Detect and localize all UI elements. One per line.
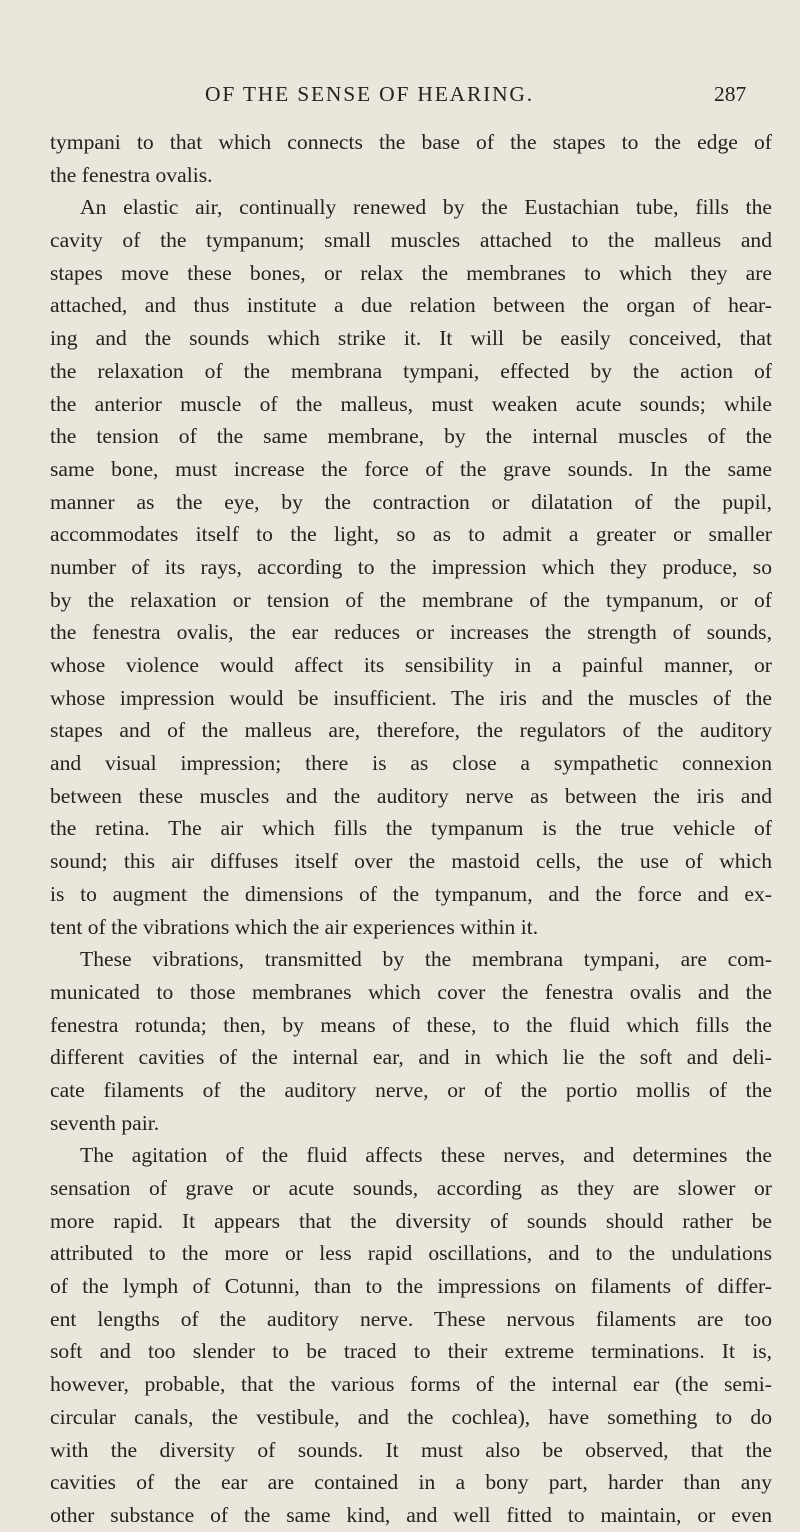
text-line: ing and the sounds which strike it. It will be easily conceived, that — [50, 326, 772, 351]
text-line: tympani to that which connects the base of the stapes to the edge of — [50, 130, 772, 154]
text-line: by the relaxation or tension of the membrane of the tympanum, or of — [50, 587, 772, 612]
text-line: the relaxation of the membrana tympani, effected by the action of — [50, 358, 772, 383]
text-line: same bone, must increase the force of the grave sounds. In the same — [50, 456, 772, 481]
text-line: of the lymph of Cotunni, than to the impressions on filaments of differ- — [50, 1274, 772, 1299]
text-line: whose impression would be insufficient. The iris and the muscles of the — [50, 685, 772, 710]
text-line: manner as the eye, by the contraction or dilatation of the pupil, — [50, 489, 772, 514]
text-line: cate filaments of the auditory nerve, or of the portio mollis of the — [50, 1077, 772, 1102]
text-line: municated to those membranes which cover the fenestra ovalis and the — [50, 979, 772, 1004]
text-line: circular canals, the vestibule, and the cochlea), have something to do — [50, 1404, 772, 1429]
text-line: and visual impression; there is as close a sympathetic connexion — [50, 751, 772, 776]
text-line: however, probable, that the various forms of the internal ear (the semi- — [50, 1372, 772, 1397]
text-line: accommodates itself to the light, so as to admit a greater or smaller — [50, 522, 772, 547]
text-line: the anterior muscle of the malleus, must weaken acute sounds; while — [50, 391, 772, 416]
text-line: more rapid. It appears that the diversity of sounds should rather be — [50, 1208, 772, 1233]
text-line: with the diversity of sounds. It must also be observed, that the — [50, 1437, 772, 1462]
text-line: stapes move these bones, or relax the membranes to which they are — [50, 260, 772, 285]
text-line: different cavities of the internal ear, and in which lie the soft and deli- — [50, 1045, 772, 1070]
page-header — [0, 82, 800, 112]
text-line: stapes and of the malleus are, therefore, the regulators of the auditory — [50, 718, 772, 743]
text-line: attributed to the more or less rapid oscillations, and to the undulations — [50, 1241, 772, 1266]
text-line: sound; this air diffuses itself over the mastoid cells, the use of which — [50, 849, 772, 874]
text-line: number of its rays, according to the impression which they produce, so — [50, 554, 772, 579]
running-title: OF THE SENSE OF HEARING. — [205, 82, 534, 106]
text-line: sensation of grave or acute sounds, according as they are slower or — [50, 1176, 772, 1200]
text-line: ent lengths of the auditory nerve. These nervous filaments are too — [50, 1306, 772, 1331]
text-line: seventh pair. — [50, 1110, 160, 1135]
text-line: tent of the vibrations which the air experiences within it. — [50, 914, 539, 939]
text-line: the fenestra ovalis, the ear reduces or increases the strength of sounds, — [50, 620, 772, 645]
text-line: The agitation of the fluid affects these nerves, and determines the — [80, 1143, 772, 1168]
text-line: cavities of the ear are contained in a bony part, harder than any — [50, 1470, 772, 1495]
text-line: attached, and thus institute a due relation between the organ of hear- — [50, 293, 772, 318]
text-line: the fenestra ovalis. — [50, 162, 213, 187]
text-line: An elastic air, continually renewed by the Eustachian tube, fills the — [80, 195, 772, 220]
text-line: soft and too slender to be traced to their extreme terminations. It is, — [50, 1339, 772, 1364]
text-line: These vibrations, transmitted by the membrana tympani, are com- — [80, 947, 772, 972]
text-line: whose violence would affect its sensibility in a painful manner, or — [50, 653, 772, 677]
text-line: fenestra rotunda; then, by means of these, to the fluid which fills the — [50, 1012, 772, 1037]
text-line: between these muscles and the auditory nerve as between the iris and — [50, 783, 772, 808]
page-number: 287 — [714, 82, 747, 106]
text-line: cavity of the tympanum; small muscles attached to the malleus and — [50, 228, 772, 253]
text-line: the retina. The air which fills the tympanum is the true vehicle of — [50, 816, 772, 841]
text-line: other substance of the same kind, and well fitted to maintain, or even — [50, 1502, 772, 1527]
body-text — [50, 126, 772, 1532]
text-line: is to augment the dimensions of the tympanum, and the force and ex- — [50, 881, 772, 906]
text-line: the tension of the same membrane, by the internal muscles of the — [50, 424, 772, 449]
